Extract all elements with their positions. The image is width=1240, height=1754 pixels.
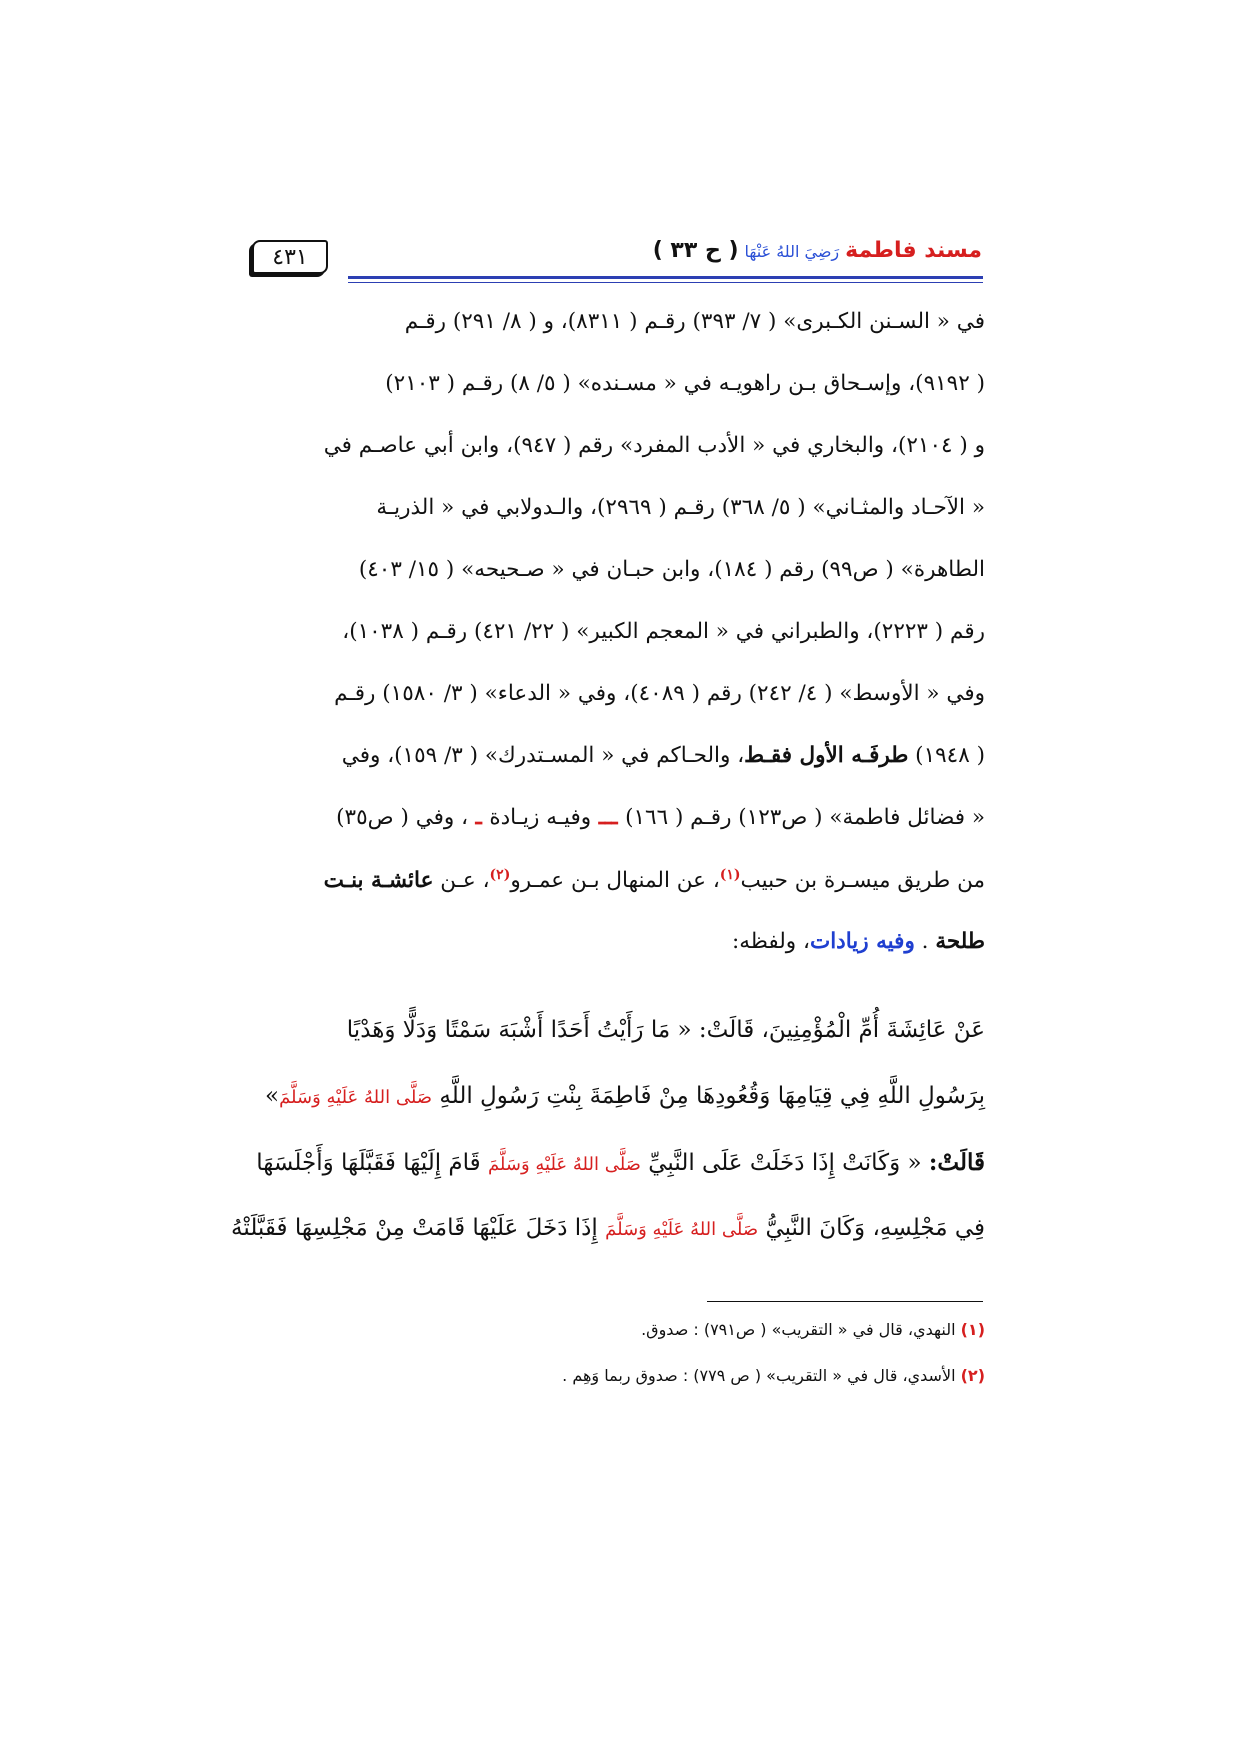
- commentary-line: وفي « الأوسط» ( ٤/ ٢٤٢) رقم ( ٤٠٨٩)، وفي « الدعاء» ( ٣/ ١٥٨٠) رقـم: [334, 681, 985, 706]
- hadith-line: عَنْ عَائِشَةَ أُمِّ الْمُؤْمِنِينَ، قَالَتْ: « مَا رَأَيْتُ أَحَدًا أَشْبَهَ سَمْتًا وَدَلًّا وَهَدْيًا: [346, 1017, 985, 1043]
- commentary-line: رقم ( ٢٢٢٣)، والطبراني في « المعجم الكبير» ( ٢٢/ ٤٢١) رقـم ( ١٠٣٨)،: [342, 619, 985, 644]
- dash-marker: ـــ: [591, 805, 626, 830]
- highlight-text: وفيه زيادات: [809, 929, 915, 954]
- footnote-text: الأسدي، قال في « التقريب» ( ص ٧٧٩) : صدوق ربما وَهِم .: [562, 1366, 956, 1385]
- text-span: ، والحـاكم في « المسـتدرك» ( ٣/ ١٥٩)، وفي: [341, 743, 745, 768]
- text-span: ، ولفظه:: [731, 929, 810, 954]
- hadith-line: [231, 1215, 985, 1241]
- text-span: .: [914, 929, 936, 954]
- hadith-line: [240, 1083, 985, 1109]
- commentary-line: [240, 805, 985, 830]
- header-rule-thin: [348, 282, 983, 283]
- commentary-line: « الآحـاد والمثـاني» ( ٥/ ٣٦٨) رقـم ( ٢٩٦٩)، والـدولابي في « الذريـة: [376, 495, 985, 520]
- commentary-line: [240, 929, 985, 954]
- text-span: بِرَسُولِ اللَّهِ فِي قِيَامِهَا وَقُعُودِهَا مِنْ فَاطِمَةَ بِنْتِ رَسُولِ اللَّهِ: [439, 1083, 985, 1109]
- title-name: مسند فاطمة: [845, 238, 982, 263]
- emphasis-text: طرفَـه الأول فقـط: [744, 743, 909, 768]
- footnote-text: النهدي، قال في « التقريب» ( ص٧٩١) : صدوق.: [641, 1320, 956, 1339]
- salawat-glyph: صَلَّى اللهُ عَلَيْهِ وَسَلَّمَ: [605, 1219, 759, 1240]
- salawat-glyph: صَلَّى اللهُ عَلَيْهِ وَسَلَّمَ: [279, 1087, 433, 1108]
- text-span: ، عـن: [440, 868, 490, 894]
- hadith-line: [240, 1149, 985, 1176]
- dash-marker: ـ: [468, 805, 490, 830]
- text-span: فِي مَجْلِسِهِ، وَكَانَ النَّبِيُّ: [765, 1215, 985, 1241]
- emphasis-text: قَالَتْ:: [928, 1149, 985, 1176]
- text-span: ( ١٩٤٨): [915, 743, 985, 768]
- commentary-line: [240, 867, 985, 893]
- text-span: « فضائل فاطمة» ( ص١٢٣) رقـم ( ١٦٦): [625, 805, 985, 830]
- footnote-ref-2[interactable]: (٢): [489, 867, 511, 883]
- commentary-line: [240, 743, 985, 768]
- footnote-1: [400, 1320, 985, 1339]
- honorific: رَضِيَ اللهُ عَنْهَا: [744, 242, 840, 261]
- commentary-line: في « السـنن الكـبرى» ( ٧/ ٣٩٣) رقـم ( ٨٣١١)، و ( ٨/ ٢٩١) رقـم: [404, 309, 985, 334]
- footnote-2: [400, 1366, 985, 1385]
- salawat-glyph: صَلَّى اللهُ عَلَيْهِ وَسَلَّمَ: [487, 1154, 641, 1175]
- footnote-number: (١): [960, 1320, 985, 1339]
- emphasis-text: طلحة: [935, 929, 985, 954]
- text-span: وفيـه زيـادة: [489, 805, 592, 830]
- text-span: من طريق ميسـرة بن حبيب: [740, 868, 985, 894]
- text-span: قَامَ إِلَيْهَا فَقَبَّلَهَا وَأَجْلَسَهَا: [256, 1150, 481, 1176]
- text-span: ، عن المنهال بـن عمـرو: [510, 868, 720, 894]
- text-span: ، وفي ( ص٣٥): [336, 805, 469, 830]
- commentary-line: ( ٩١٩٢)، وإسـحاق بـن راهويـه في « مسـنده» ( ٥/ ٨) رقـم ( ٢١٠٣): [385, 371, 985, 396]
- header-rule: [348, 276, 983, 279]
- text-span: »: [265, 1083, 280, 1109]
- title-reference: ( ح ٣٣ ): [652, 238, 739, 263]
- commentary-line: الطاهرة» ( ص٩٩) رقم ( ١٨٤)، وابن حبـان في « صـحيحه» ( ١٥/ ٤٠٣): [358, 557, 985, 582]
- footnote-number: (٢): [960, 1366, 985, 1385]
- emphasis-text: عائشـة بنـت: [323, 868, 434, 894]
- page-title: [653, 238, 982, 263]
- footnote-separator: [707, 1301, 983, 1302]
- text-span: « وَكَانَتْ إِذَا دَخَلَتْ عَلَى النَّبِيِّ: [648, 1150, 922, 1176]
- commentary-line: و ( ٢١٠٤)، والبخاري في « الأدب المفرد» رقم ( ٩٤٧)، وابن أبي عاصـم في: [323, 433, 985, 458]
- footnote-ref-1[interactable]: (١): [719, 867, 741, 883]
- page-header: [252, 238, 982, 278]
- text-span: إِذَا دَخَلَ عَلَيْهَا قَامَتْ مِنْ مَجْلِسِهَا فَقَبَّلَتْهُ: [231, 1215, 598, 1241]
- page-number: ٤٣١: [252, 240, 328, 274]
